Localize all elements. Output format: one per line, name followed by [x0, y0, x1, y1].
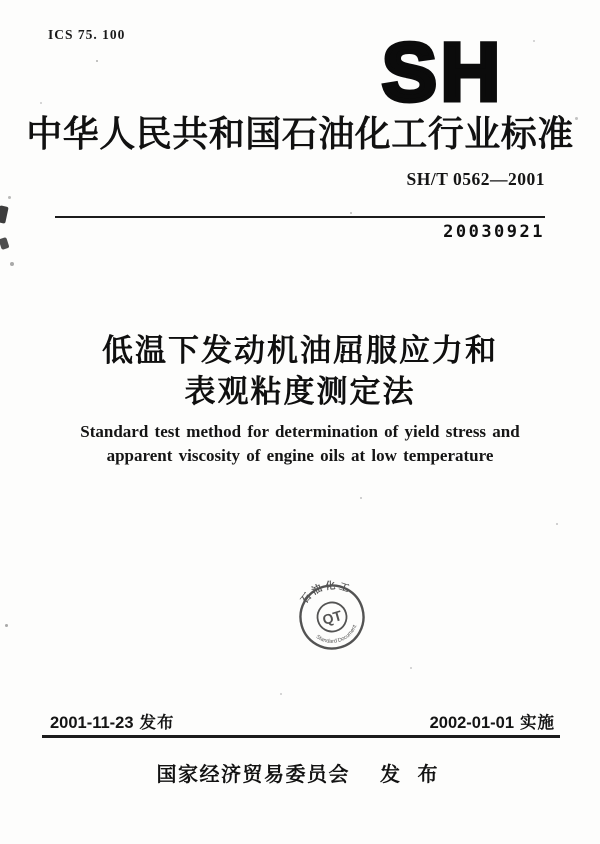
title-english-line2: apparent viscosity of engine oils at low temperature [106, 445, 494, 465]
seal-arc-top-text: 石 油 化 工 [299, 580, 351, 607]
scan-speck [40, 102, 42, 104]
publisher-row [0, 758, 600, 787]
org-heading: 中华人民共和国石油化工行业标准 [26, 113, 574, 154]
publish-label: 发 布 [379, 764, 444, 786]
header-divider [55, 216, 545, 218]
record-number: 20030921 [443, 222, 545, 242]
issue-date-value: 2001-11-23 [50, 714, 134, 732]
scan-artifact [0, 237, 10, 250]
title-english-line1: Standard test method for determination of yield stress and [80, 422, 520, 441]
publisher-name: 国家经济贸易委员会 [156, 764, 350, 786]
scan-speck [10, 262, 14, 266]
scan-artifact [0, 205, 9, 223]
implementation-date [430, 709, 555, 733]
implementation-date-value: 2002-01-01 [429, 714, 514, 732]
scan-speck [575, 117, 578, 120]
qt-seal-icon [270, 555, 394, 679]
title-chinese-line2: 表观粘度测定法 [184, 374, 416, 409]
scan-speck [410, 667, 412, 669]
footer-divider [42, 735, 560, 738]
scan-speck [8, 196, 11, 199]
sh-logo [378, 28, 528, 116]
scan-speck [96, 60, 98, 62]
seal-arc-bottom-text: Standard Document [314, 624, 359, 645]
sh-logo-text: SH [382, 28, 504, 116]
implementation-date-label: 实施 [520, 714, 555, 732]
title-chinese [0, 330, 600, 412]
title-chinese-line1: 低温下发动机油屈服应力和 [102, 333, 498, 368]
seal-center-text: QT [320, 607, 344, 628]
scan-speck [533, 40, 535, 42]
ics-code: ICS 75. 100 [48, 27, 126, 42]
scan-speck [360, 497, 362, 499]
title-english [0, 420, 600, 467]
scan-speck [280, 693, 282, 695]
issue-date-label: 发布 [139, 714, 175, 732]
scan-speck [5, 624, 8, 627]
scan-speck [350, 212, 352, 214]
date-row [0, 709, 600, 735]
issue-date [50, 709, 175, 733]
scan-speck [556, 523, 558, 525]
standard-number: SH/T 0562—2001 [406, 169, 545, 189]
